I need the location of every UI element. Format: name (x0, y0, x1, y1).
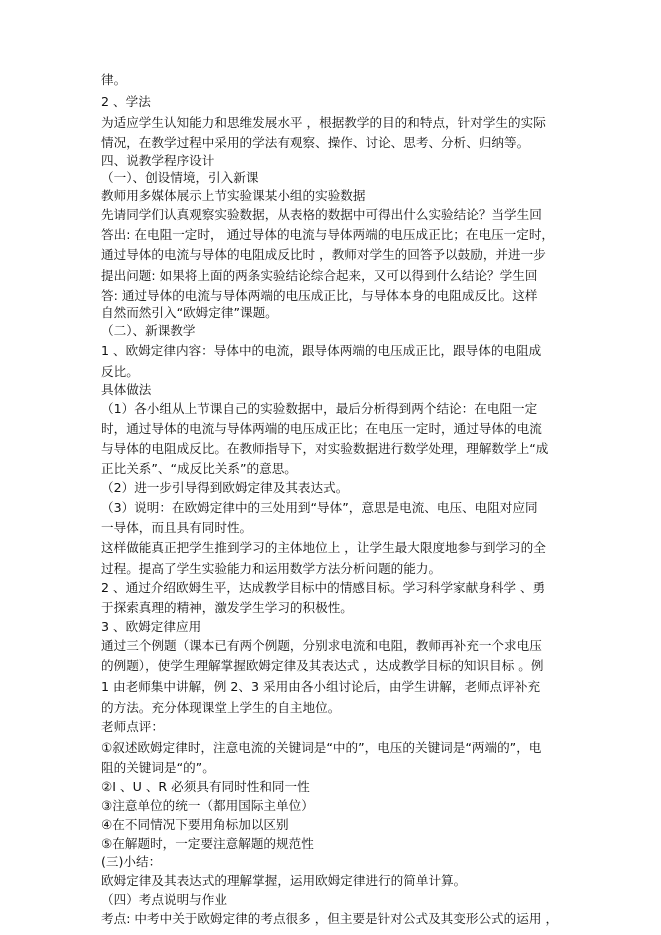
text-line: （二）、新课教学 (101, 323, 196, 338)
text-line: 四、说教学程序设计 (101, 153, 215, 168)
text-line: (三)小结： (101, 854, 162, 869)
text-line: 教师用多媒体展示上节实验课某小组的实验数据 (101, 188, 366, 203)
text-line: 老师点评： (101, 719, 164, 734)
text-line: （1）各小组从上节课自己的实验数据中，最后分析得到两个结论：在电阻一定 (101, 401, 538, 416)
text-line: 为适应学生认知能力和思维发展水平 ，根据教学的目的和特点，针对学生的实际 (101, 115, 546, 130)
text-line: 的例题），使学生理解掌握欧姆定律及其表达式 ，达成教学目标的知识目标 。例 (101, 658, 544, 673)
text-line: 1 、欧姆定律内容：导体中的电流，跟导体两端的电压成正比，跟导体的电阻成 (101, 343, 542, 358)
text-line: 2 、学法 (101, 94, 151, 109)
text-line: 通过导体的电流与导体的电阻成反比时 ，教师对学生的回答予以鼓励，并进一步 (101, 247, 546, 262)
text-line: 2 、通过介绍欧姆生平，达成教学目标中的情感目标。学习科学家献身科学 、勇 (101, 580, 546, 595)
text-line: 通过三个例题（课本已有两个例题，分别求电流和电阻，教师再补充一个求电压 (101, 638, 542, 653)
text-line: 答出: 在电阻一定时， 通过导体的电流与导体两端的电压成正比；在电压一定时， (101, 227, 555, 242)
text-line: 自然而然引入“欧姆定律”课题。 (101, 305, 278, 320)
text-line: ②I 、U 、R 必须具有同时性和同一性 (101, 779, 310, 794)
text-line: 阻的关键词是“的”。 (101, 760, 215, 775)
text-line: 与导体的电阻成反比。在教师指导下，对实验数据进行数学处理，理解数学上“成 (101, 441, 549, 456)
text-line: 提出问题: 如果将上面的两条实验结论综合起来，又可以得到什么结论？学生回 (101, 268, 538, 283)
text-line: （2）进一步引导得到欧姆定律及其表达式。 (101, 480, 349, 495)
text-line: ④在不同情况下要用角标加以区别 (101, 817, 289, 832)
text-line: （3）说明：在欧姆定律中的三处用到“导体”，意思是电流、电压、电阻对应同 (101, 500, 538, 515)
text-line: （四）考点说明与作业 (101, 892, 227, 907)
text-line: （一）、创设情境，引入新课 (101, 170, 259, 185)
text-line: 反比。 (101, 364, 139, 379)
text-line: 的方法。充分体现课堂上学生的自主地位。 (101, 700, 341, 715)
text-line: 情况，在教学过程中采用的学法有观察、操作、讨论、思考、分析、归纳等。 (101, 135, 530, 150)
text-line: ①叙述欧姆定律时，注意电流的关键词是“中的”，电压的关键词是“两端的”，电 (101, 740, 542, 755)
text-line: 过程。提高了学生实验能力和运用数学方法分析问题的能力。 (101, 561, 442, 576)
text-line: 先请同学们认真观察实验数据，从表格的数据中可得出什么实验结论？当学生回 (101, 207, 542, 222)
text-line: 3 、欧姆定律应用 (101, 619, 202, 634)
text-line: 答: 通过导体的电流与导体两端的电压成正比，与导体本身的电阻成反比。这样 (101, 288, 538, 303)
text-line: 1 由老师集中讲解，例 2、3 采用由各小组讨论后，由学生讲解，老师点评补充 (101, 679, 541, 694)
text-line: 律。 (101, 72, 127, 87)
text-line: 考点: 中考中关于欧姆定律的考点很多 ，但主要是针对公式及其变形公式的运用 ， (101, 911, 559, 926)
text-line: ⑤在解题时，一定要注意解题的规范性 (101, 836, 314, 851)
text-line: ③注意单位的统一（都用国际主单位） (101, 798, 314, 813)
text-line: 欧姆定律及其表达式的理解掌握，运用欧姆定律进行的简单计算。 (101, 873, 467, 888)
text-line: 一导体，而且具有同时性。 (101, 520, 253, 535)
text-line: 具体做法 (101, 382, 152, 397)
text-line: 时，通过导体的电流与导体两端的电压成正比；在电压一定时，通过导体的电流 (101, 421, 542, 436)
text-line: 于探索真理的精神，激发学生学习的积极性。 (101, 600, 353, 615)
text-line: 正比关系”、“成反比关系”的意思。 (101, 461, 297, 476)
text-line: 这样做能真正把学生推到学习的主体地位上 ，让学生最大限度地参与到学习的全 (101, 540, 546, 555)
